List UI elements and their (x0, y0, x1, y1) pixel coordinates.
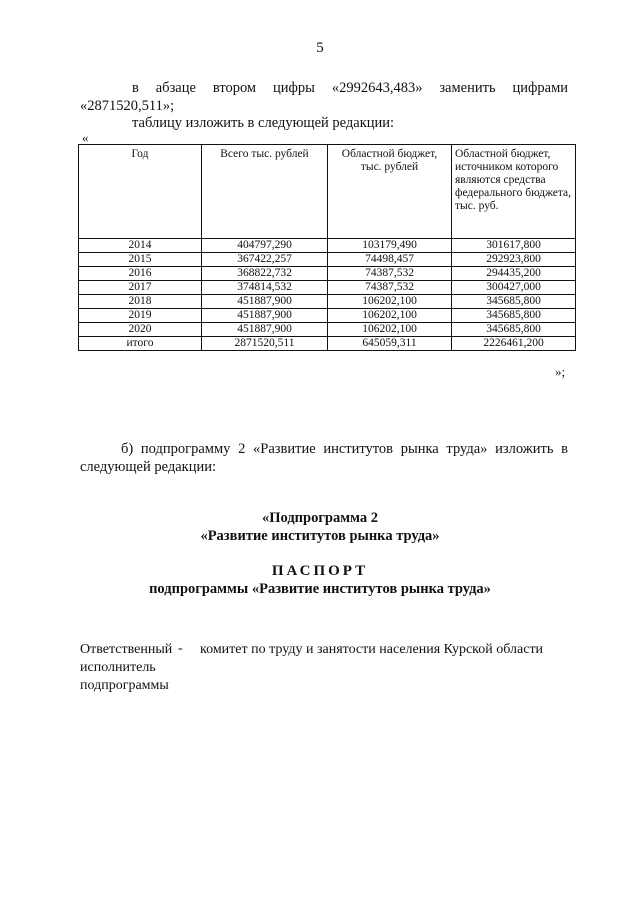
cell-regional: 103179,490 (328, 239, 452, 253)
cell-federal: 292923,800 (452, 253, 576, 267)
table-total-row (79, 337, 576, 351)
cell-year: 2016 (79, 267, 202, 281)
header-total: Всего тыс. рублей (202, 145, 328, 239)
word: заменить (439, 80, 496, 96)
passport-title: ПАСПОРТ (271, 563, 369, 579)
table-row (79, 323, 576, 337)
paragraph-2-line-1: б) подпрограмму 2 «Развитие институтов рынка труда» изложить в (121, 441, 568, 457)
cell-federal: 301617,800 (452, 239, 576, 253)
header-federal-source: Областной бюджет, источником которого являются средства федерального бюджета, тыс. руб. (452, 145, 576, 239)
word: втором (212, 80, 257, 96)
cell-total: 2871520,511 (202, 337, 328, 351)
cell-total: 374814,532 (202, 281, 328, 295)
passport-subtitle: подпрограммы «Развитие институтов рынка труда» (149, 581, 491, 597)
table-row (79, 267, 576, 281)
paragraph-1-line-2: «2871520,511»; (80, 98, 175, 114)
responsible-dash: - (178, 641, 183, 656)
page-number: 5 (316, 40, 324, 56)
table-row (79, 309, 576, 323)
subprogram-title-line-1: «Подпрограмма 2 (261, 510, 379, 526)
cell-year: 2018 (79, 295, 202, 309)
cell-year: 2014 (79, 239, 202, 253)
cell-federal: 294435,200 (452, 267, 576, 281)
table-row (79, 295, 576, 309)
open-quote: « (82, 130, 89, 145)
cell-year: 2015 (79, 253, 202, 267)
word: цифры (273, 80, 315, 96)
table-header-row (79, 145, 576, 239)
subprogram-title-line-2: «Развитие институтов рынка труда» (200, 528, 440, 544)
cell-year: 2020 (79, 323, 202, 337)
cell-regional: 645059,311 (328, 337, 452, 351)
responsible-label: Ответственный исполнитель подпрограммы (80, 642, 173, 693)
cell-federal: 300427,000 (452, 281, 576, 295)
cell-regional: 106202,100 (328, 309, 452, 323)
budget-table (78, 144, 576, 351)
word: цифрами (512, 80, 569, 96)
cell-regional: 74387,532 (328, 267, 452, 281)
cell-total: 451887,900 (202, 323, 328, 337)
paragraph-1-line-3: таблицу изложить в следующей редакции: (132, 115, 395, 131)
cell-federal: 345685,800 (452, 323, 576, 337)
table-row (79, 239, 576, 253)
word: в (132, 80, 139, 96)
cell-total: 367422,257 (202, 253, 328, 267)
cell-federal: 2226461,200 (452, 337, 576, 351)
paragraph-1-line-1 (132, 79, 568, 97)
table-row (79, 281, 576, 295)
cell-regional: 74387,532 (328, 281, 452, 295)
header-year: Год (79, 145, 202, 239)
cell-regional: 106202,100 (328, 323, 452, 337)
cell-regional: 74498,457 (328, 253, 452, 267)
cell-year: 2017 (79, 281, 202, 295)
paragraph-2-line-2: следующей редакции: (80, 459, 217, 475)
word: абзаце (155, 80, 196, 96)
responsible-value: комитет по труду и занятости населения Курской области (200, 642, 544, 657)
cell-total: 451887,900 (202, 309, 328, 323)
table-row (79, 253, 576, 267)
cell-total: 404797,290 (202, 239, 328, 253)
cell-regional: 106202,100 (328, 295, 452, 309)
close-quote: »; (555, 364, 566, 379)
cell-federal: 345685,800 (452, 309, 576, 323)
cell-total: 368822,732 (202, 267, 328, 281)
word: «2992643,483» (331, 80, 423, 96)
header-regional-budget: Областной бюджет, тыс. рублей (328, 145, 452, 239)
cell-federal: 345685,800 (452, 295, 576, 309)
cell-total-label: итого (79, 337, 202, 351)
cell-year: 2019 (79, 309, 202, 323)
cell-total: 451887,900 (202, 295, 328, 309)
